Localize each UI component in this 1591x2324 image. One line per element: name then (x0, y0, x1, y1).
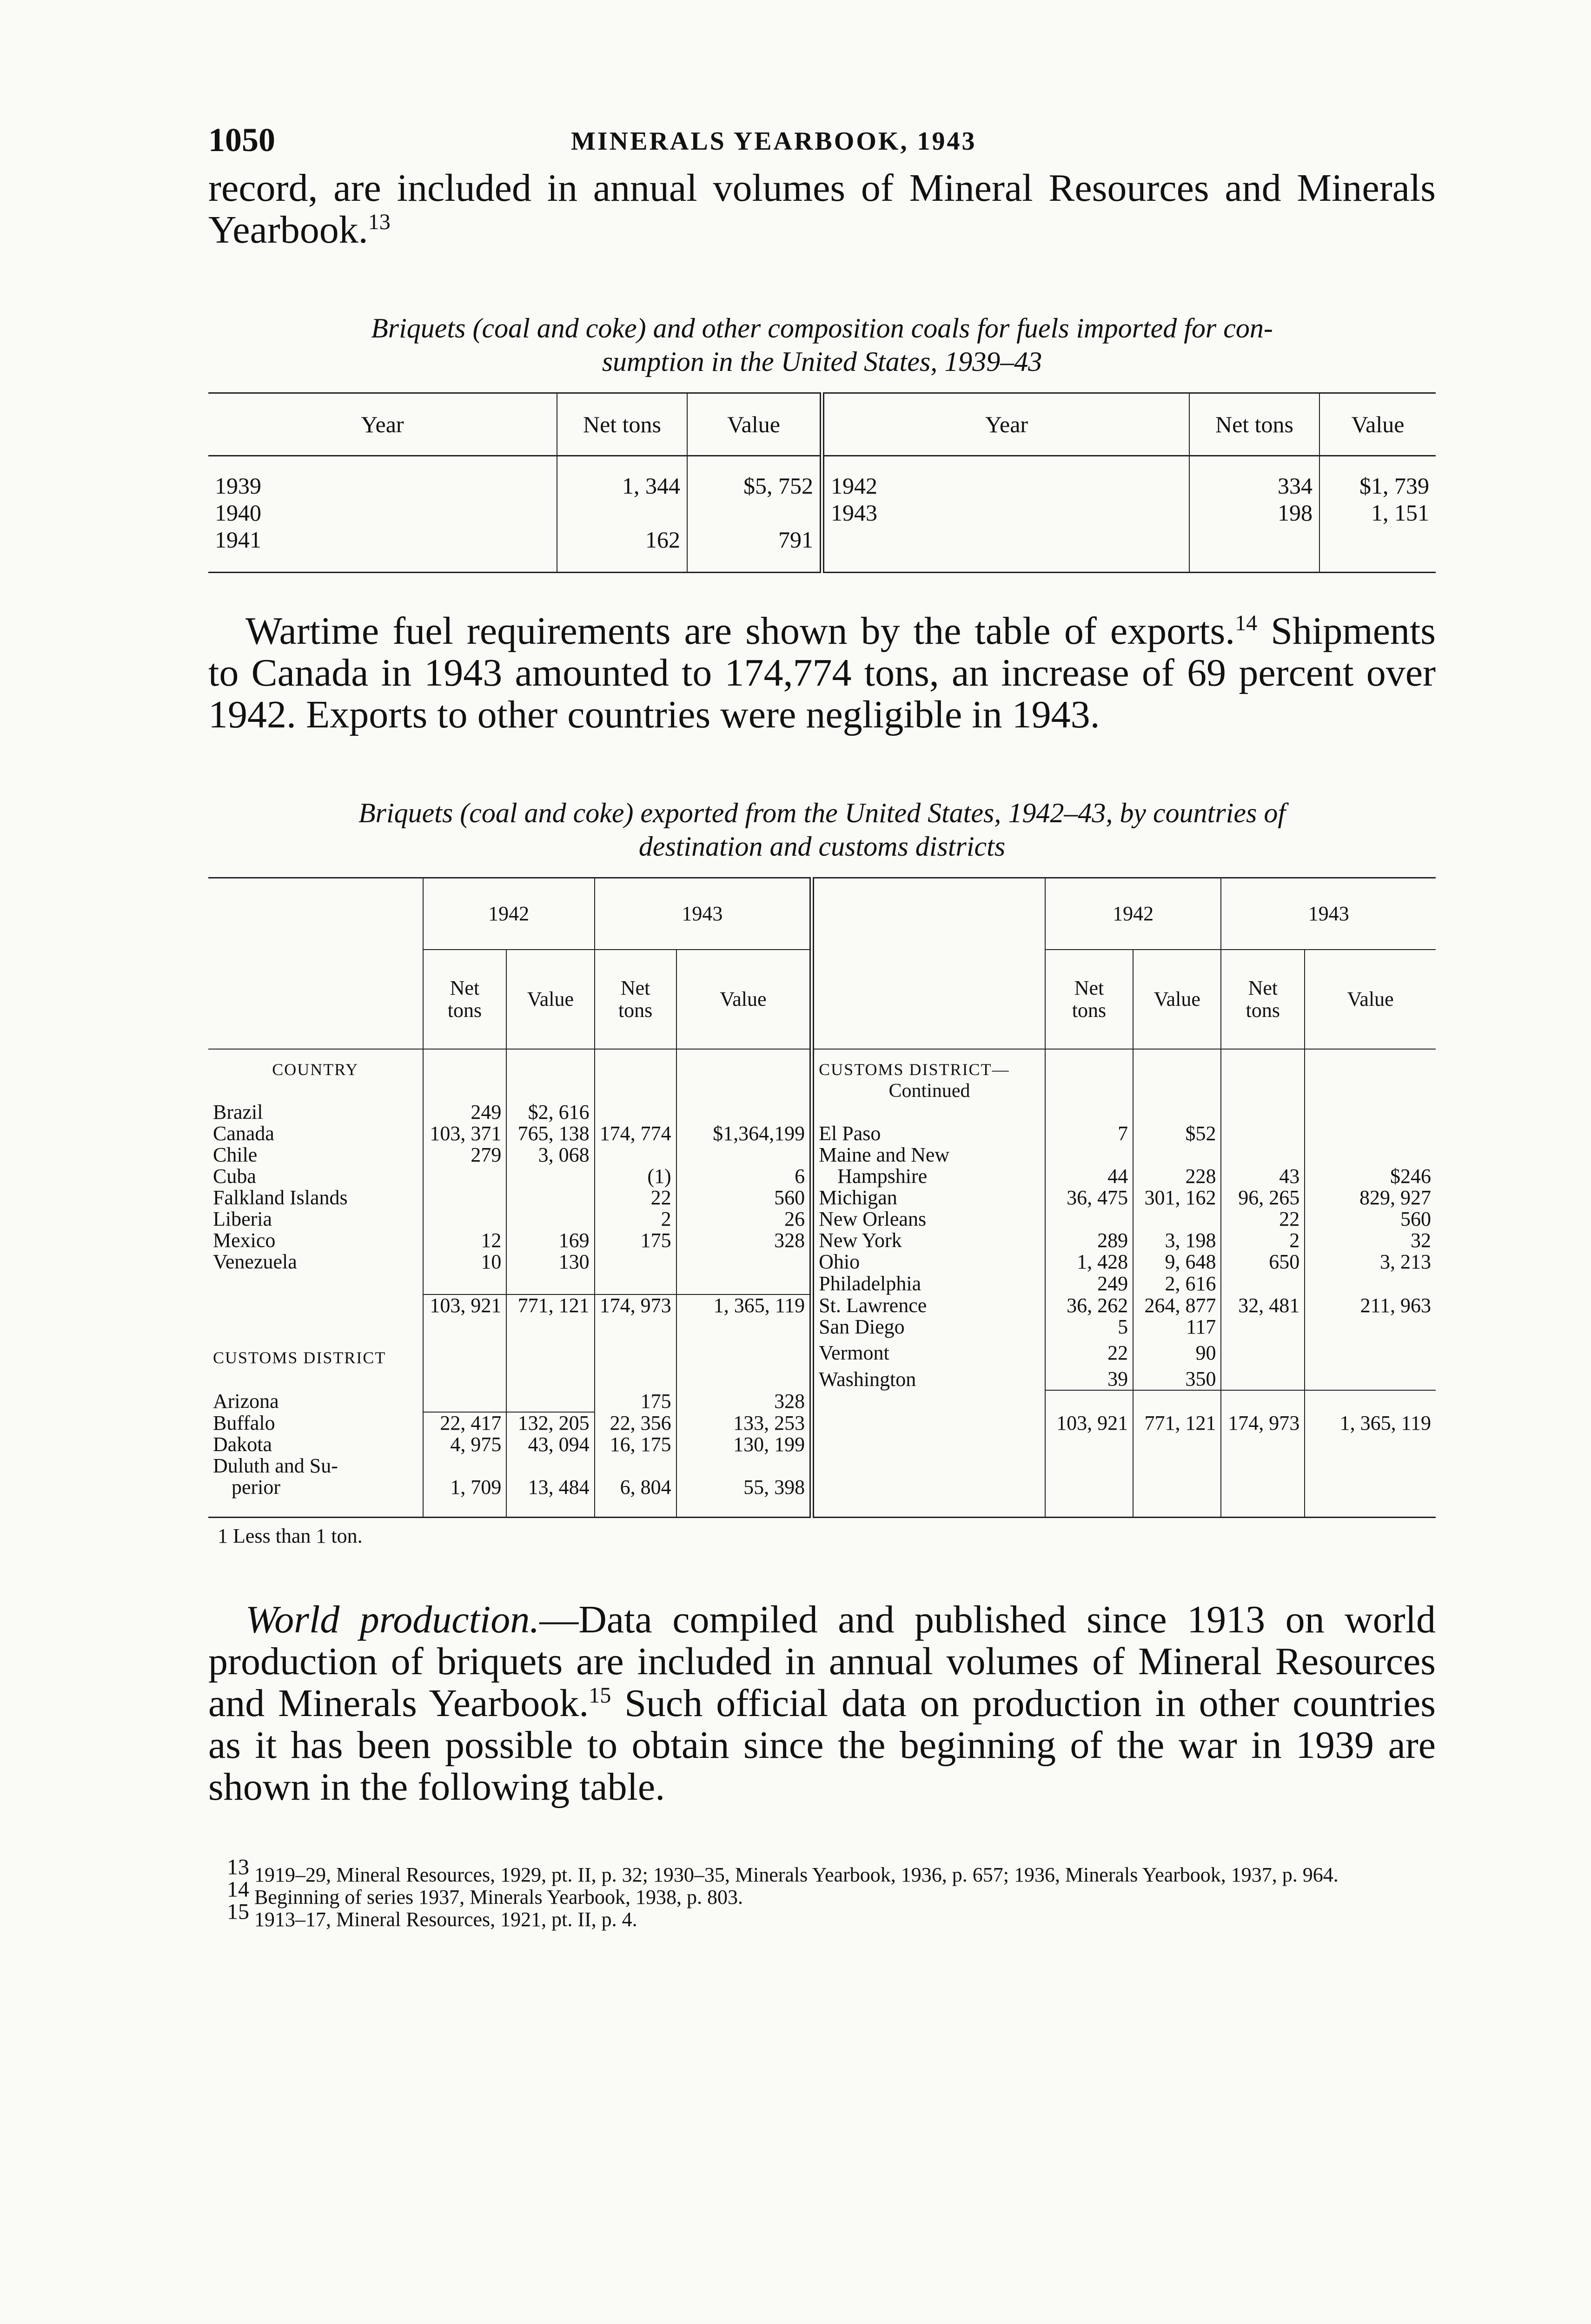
district-total: 103, 921 (1045, 1412, 1133, 1434)
year-header-row (208, 878, 1436, 950)
country-name: Canada (208, 1123, 423, 1144)
district-name: El Paso (812, 1123, 1045, 1144)
value-cell: 791 (687, 526, 822, 573)
table-row: CUSTOMS DISTRICT Vermont 22 90 (208, 1338, 1436, 1368)
table-row (208, 499, 1436, 526)
value-cell: 1, 151 (1371, 500, 1429, 526)
district-name: St. Lawrence (812, 1294, 1045, 1316)
net-tons-header: Net tons (423, 950, 507, 1049)
value-cell: $1, 739 (1359, 473, 1429, 499)
district-name: New York (812, 1230, 1045, 1251)
exports-table-section (208, 796, 1436, 1548)
tons-cell (557, 499, 687, 526)
value-header: Value (1305, 950, 1436, 1049)
table-row (208, 1080, 1436, 1102)
table-row: Mexico 12 169 175 328 New York 289 3, 198 2 32 (208, 1230, 1436, 1251)
value-cell: $5, 752 (687, 456, 822, 500)
footnote-13: $^{13}$ 1919–29, Mineral Resources, 1929, pt. II, p. 32; 1930–35, Minerals Yearbook, 1936, p. 657; 1936, Minerals Yearbook, 1937, p. 964. (227, 1855, 1339, 1886)
country-name: Mexico (208, 1230, 423, 1251)
country-name: Cuba (208, 1166, 423, 1187)
year-header: 1943 (595, 878, 812, 950)
customs-continued-label: Continued (812, 1080, 1045, 1102)
value-header: Value (1133, 950, 1221, 1049)
district-name: Maine and New (812, 1144, 1045, 1166)
customs-heading: CUSTOMS DISTRICT (208, 1338, 423, 1368)
country-total: 103, 921 (423, 1294, 507, 1316)
table-row: Philadelphia 249 2, 616 (208, 1273, 1436, 1294)
table-row: Canada 103, 371 765, 138 174, 774 $1,364,199 El Paso 7 $52 (208, 1123, 1436, 1144)
footnote-ref: 13 (368, 210, 391, 234)
country-heading: COUNTRY (208, 1049, 423, 1080)
district-name: San Diego (812, 1316, 1045, 1338)
page-number: 1050 (208, 121, 275, 158)
intro-paragraph (208, 167, 1436, 251)
table-row (208, 1049, 1436, 1080)
country-total: 771, 121 (506, 1294, 594, 1316)
table-row: Buffalo 22, 417 132, 205 22, 356 133, 253 103, 921 771, 121 174, 973 1, 365, 119 (208, 1412, 1436, 1434)
intro-text: record, are included in annual volumes of Mineral Resources and Minerals Yearbook. (208, 166, 1436, 251)
district-name: Michigan (812, 1187, 1045, 1208)
imports-table-header (208, 393, 1436, 456)
wartime-text: Wartime fuel requirements are shown by the table of exports. (245, 609, 1235, 653)
table-row (208, 456, 1436, 500)
table-row (208, 1455, 1436, 1477)
country-name: Venezuela (208, 1251, 423, 1273)
imports-table-section (208, 311, 1436, 573)
world-production-paragraph (208, 1599, 1436, 1808)
district-total: 174, 973 (1221, 1412, 1305, 1434)
table-row: perior 1, 709 13, 484 6, 804 55, 398 (208, 1477, 1436, 1518)
year-cell (822, 526, 1189, 573)
district-name: Washington (812, 1368, 1045, 1390)
table2-caption-line1: Briquets (coal and coke) exported from the United States, 1942–43, by countries of (358, 798, 1286, 828)
value-header: Value (506, 950, 594, 1049)
net-tons-header: Net tons (1221, 950, 1305, 1049)
district-name: Hampshire (812, 1166, 1045, 1187)
footnote-ref: 15 (589, 1683, 611, 1708)
wartime-paragraph (208, 610, 1436, 736)
table-row: San Diego 5 117 (208, 1316, 1436, 1338)
header-value: Value (687, 393, 822, 456)
table-row (208, 526, 1436, 573)
district-name: Arizona (208, 1390, 423, 1412)
tons-cell: 198 (1189, 499, 1319, 526)
district-name: Buffalo (208, 1412, 423, 1434)
exports-table (208, 877, 1436, 1518)
table-row: Dakota 4, 975 43, 094 16, 175 130, 199 (208, 1434, 1436, 1455)
stub-header (812, 878, 1045, 1050)
country-name: Brazil (208, 1102, 423, 1123)
table-row: Venezuela 10 130 Ohio 1, 428 9, 648 650 3, 213 (208, 1251, 1436, 1273)
table2-caption-line2: destination and customs districts (638, 831, 1006, 862)
district-total: 771, 121 (1133, 1412, 1221, 1434)
world-production-text-continued: Such official data on production in other countries as it has been possible to obtain since the beginning of the war in 1939 are shown in the following table. (208, 1682, 1436, 1809)
table-row: Chile 279 3, 068 Maine and New (208, 1144, 1436, 1166)
district-name: New Orleans (812, 1208, 1045, 1230)
net-tons-header: Net tons (595, 950, 676, 1049)
table1-caption-line1: Briquets (coal and coke) and other composition coals for fuels imported for con- (371, 313, 1273, 343)
country-name: Falkland Islands (208, 1187, 423, 1208)
value-header: Value (676, 950, 812, 1049)
running-head: MINERALS YEARBOOK, 1943 (571, 127, 977, 156)
tons-cell (1189, 526, 1319, 573)
world-production-title: World production. (245, 1598, 540, 1641)
year-header: 1943 (1221, 878, 1436, 950)
country-name: Chile (208, 1144, 423, 1166)
footnote-14: $^{14}$ Beginning of series 1937, Minerals Yearbook, 1938, p. 803. (227, 1877, 743, 1908)
table1-caption-line2: sumption in the United States, 1939–43 (602, 346, 1042, 377)
exports-table-body (208, 1049, 1436, 1518)
wartime-text-continued: Shipments to Canada in 1943 amounted to 174,774 tons, an increase of 69 percent over 1942. Exports to other countries were negligible in 1943. (208, 609, 1436, 736)
year-header: 1942 (1045, 878, 1221, 950)
imports-table (208, 392, 1436, 573)
table-row: Washington 39 350 (208, 1368, 1436, 1390)
footnote-15: $^{15}$ 1913–17, Mineral Resources, 1921, pt. II, p. 4. (227, 1899, 637, 1931)
world-production-text: —Data compiled and published since 1913 on world production of briquets are included in annual volumes of Mineral Resources and Minerals Yearbook. (208, 1598, 1436, 1725)
header-net-tons: Net tons (1189, 393, 1319, 456)
customs-continued-heading: CUSTOMS DISTRICT— (812, 1049, 1045, 1080)
header-year: Year (208, 393, 557, 456)
footnote-ref: 14 (1235, 611, 1258, 635)
table-row: Falkland Islands 22 560 Michigan 36, 475 301, 162 96, 265 829, 927 (208, 1187, 1436, 1208)
table-row: Cuba (1) 6 Hampshire 44 228 43 $246 (208, 1166, 1436, 1187)
year-cell: 1939 (208, 456, 557, 500)
page-footnotes (208, 1855, 1436, 1931)
year-cell: 1941 (208, 526, 557, 573)
district-name: perior (208, 1477, 423, 1518)
district-total: 1, 365, 119 (1339, 1411, 1431, 1434)
tons-cell: 162 (557, 526, 687, 573)
country-name: Liberia (208, 1208, 423, 1230)
district-name: Philadelphia (812, 1273, 1045, 1294)
document-page (208, 121, 1436, 1931)
header-year: Year (822, 393, 1189, 456)
page-header (208, 121, 1436, 163)
stub-header (208, 878, 423, 1050)
table-row: Arizona 175 328 (208, 1390, 1436, 1412)
table-footnote: 1 Less than 1 ton. (218, 1525, 363, 1547)
country-total: 1, 365, 119 (676, 1294, 812, 1316)
value-cell (687, 499, 822, 526)
value-cell (1319, 526, 1436, 573)
country-total: 174, 973 (595, 1294, 676, 1316)
year-cell: 1940 (208, 499, 557, 526)
district-name: Vermont (812, 1338, 1045, 1368)
net-tons-header: Net tons (1045, 950, 1133, 1049)
tons-cell: 1, 344 (557, 456, 687, 500)
district-name: Ohio (812, 1251, 1045, 1273)
header-net-tons: Net tons (557, 393, 687, 456)
tons-cell: 334 (1189, 456, 1319, 500)
district-name: Dakota (208, 1434, 423, 1455)
year-header: 1942 (423, 878, 595, 950)
table-row: Liberia 2 26 New Orleans 22 560 (208, 1208, 1436, 1230)
district-name: Duluth and Su- (208, 1455, 423, 1477)
year-cell: 1943 (822, 499, 1189, 526)
table-row: 103, 921 771, 121 174, 973 1, 365, 119 St. Lawrence 36, 262 264, 877 32, 481 211, 963 (208, 1294, 1436, 1316)
header-value: Value (1319, 393, 1436, 456)
year-cell: 1942 (822, 456, 1189, 500)
table-row: Brazil 249 $2, 616 (208, 1102, 1436, 1123)
